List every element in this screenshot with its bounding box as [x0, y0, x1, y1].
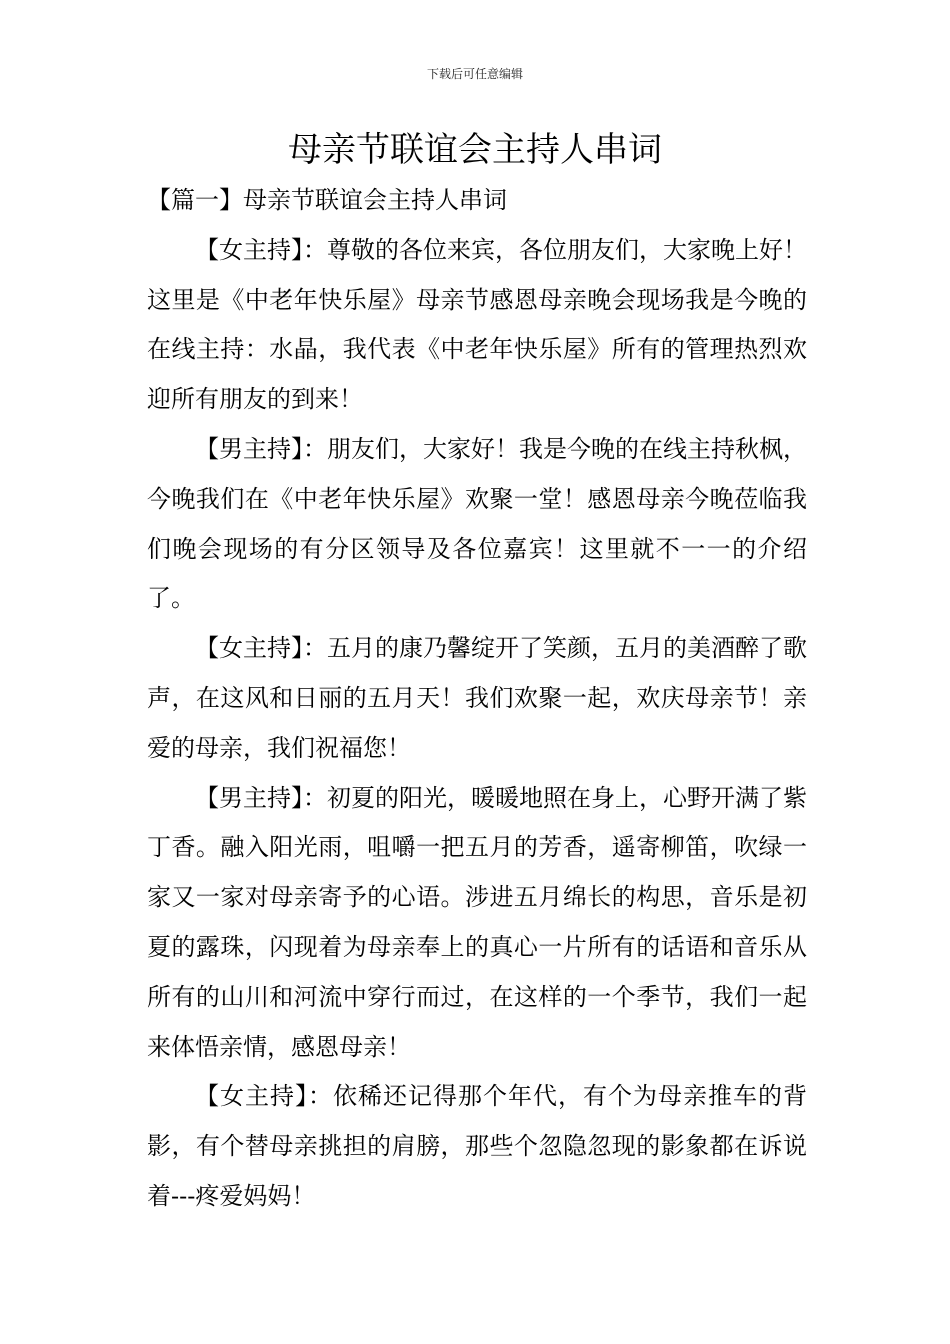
section-heading: 【篇一】母亲节联谊会主持人串词	[147, 186, 507, 214]
document-title: 母亲节联谊会主持人串词	[288, 130, 662, 170]
paragraph-male-host-1: 【男主持】：朋友们，大家好！我是今晚的在线主持秋枫，今晚我们在《中老年快乐屋》欢聚一堂！感恩母亲今晚莅临我们晚会现场的有分区领导及各位嘉宾！这里就不一一的介绍了。	[147, 434, 807, 613]
header-note: 下载后可任意编辑	[426, 67, 523, 81]
document-body	[147, 176, 807, 1222]
paragraph-male-host-2: 【男主持】：初夏的阳光，暖暖地照在身上，心野开满了紫丁香。融入阳光雨，咀嚼一把五月的芳香，遥寄柳笛，吹绿一家又一家对母亲寄予的心语。涉进五月绵长的构思，音乐是初夏的露珠，闪现着为母亲奉上的真心一片所有的话语和音乐从所有的山川和河流中穿行而过，在这样的一个季节，我们一起来体悟亲情，感恩母亲！	[147, 783, 807, 1061]
paragraph-female-host-3: 【女主持】：依稀还记得那个年代，有个为母亲推车的背影，有个替母亲挑担的肩膀，那些个忽隐忽现的影象都在诉说着---疼爱妈妈！	[147, 1082, 807, 1210]
paragraph-female-host-1: 【女主持】：尊敬的各位来宾，各位朋友们，大家晚上好！这里是《中老年快乐屋》母亲节感恩母亲晚会现场我是今晚的在线主持：水晶，我代表《中老年快乐屋》所有的管理热烈欢迎所有朋友的到来！	[147, 235, 807, 414]
paragraph-female-host-2: 【女主持】：五月的康乃馨绽开了笑颜，五月的美酒醉了歌声，在这风和日丽的五月天！我们欢聚一起，欢庆母亲节！亲爱的母亲，我们祝福您！	[147, 634, 807, 762]
